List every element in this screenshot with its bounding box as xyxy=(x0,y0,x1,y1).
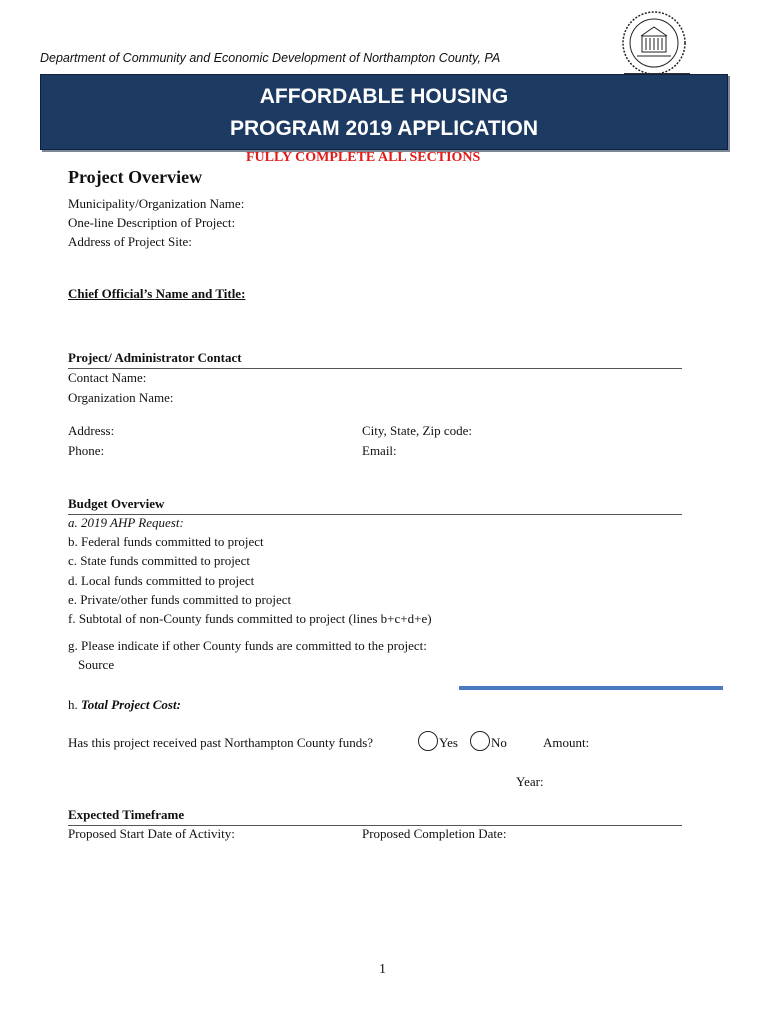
budget-line-g: g. Please indicate if other County funds are committed to the project: xyxy=(68,638,427,653)
budget-line-c: c. State funds committed to project xyxy=(68,553,250,568)
description-label: One-line Description of Project: xyxy=(68,215,236,230)
budget-heading: Budget Overview xyxy=(68,496,165,511)
budget-line-d: d. Local funds committed to project xyxy=(68,573,255,588)
total-cost-prefix: h. xyxy=(68,697,78,712)
completion-date-label: Proposed Completion Date: xyxy=(362,826,507,841)
timeframe-heading: Expected Timeframe xyxy=(68,807,185,822)
total-cost-text: Total Project Cost: xyxy=(81,697,181,712)
amount-label: Amount: xyxy=(543,735,590,750)
email-label: Email: xyxy=(362,443,397,458)
title-line-2: PROGRAM 2019 APPLICATION xyxy=(229,117,539,140)
title-line-1: AFFORDABLE HOUSING xyxy=(259,85,509,108)
department-header: Department of Community and Economic Development of Northampton County, PA xyxy=(40,51,501,65)
total-cost-label xyxy=(68,697,181,713)
yes-radio[interactable] xyxy=(418,731,438,751)
phone-label: Phone: xyxy=(68,443,105,458)
contact-name-label: Contact Name: xyxy=(68,370,147,385)
county-seal-icon xyxy=(621,10,687,76)
budget-line-e: e. Private/other funds committed to project xyxy=(68,592,292,607)
yes-label: Yes xyxy=(439,735,458,750)
no-radio[interactable] xyxy=(470,731,490,751)
chief-official-label: Chief Official’s Name and Title: xyxy=(68,286,246,301)
contact-rule xyxy=(68,368,682,369)
page-number: 1 xyxy=(379,962,386,977)
county-funds-source-label: Source xyxy=(78,657,115,672)
title-banner xyxy=(40,74,728,150)
past-funds-question: Has this project received past Northampton County funds? xyxy=(68,735,374,750)
address-label: Address: xyxy=(68,423,115,438)
project-overview-heading: Project Overview xyxy=(68,167,203,187)
budget-line-f: f. Subtotal of non-County funds committed to project (lines b+c+d+e) xyxy=(68,611,432,626)
contact-heading: Project/ Administrator Contact xyxy=(68,350,242,365)
organization-name-label: Organization Name: xyxy=(68,390,174,405)
site-address-label: Address of Project Site: xyxy=(68,234,192,249)
year-label: Year: xyxy=(516,774,544,789)
complete-all-notice: FULLY COMPLETE ALL SECTIONS xyxy=(246,150,481,165)
budget-line-a: a. 2019 AHP Request: xyxy=(68,515,184,530)
city-state-zip-label: City, State, Zip code: xyxy=(362,423,472,438)
no-label: No xyxy=(491,735,507,750)
budget-line-b: b. Federal funds committed to project xyxy=(68,534,264,549)
municipality-label: Municipality/Organization Name: xyxy=(68,196,245,211)
start-date-label: Proposed Start Date of Activity: xyxy=(68,826,235,841)
source-input-line[interactable] xyxy=(459,686,723,690)
